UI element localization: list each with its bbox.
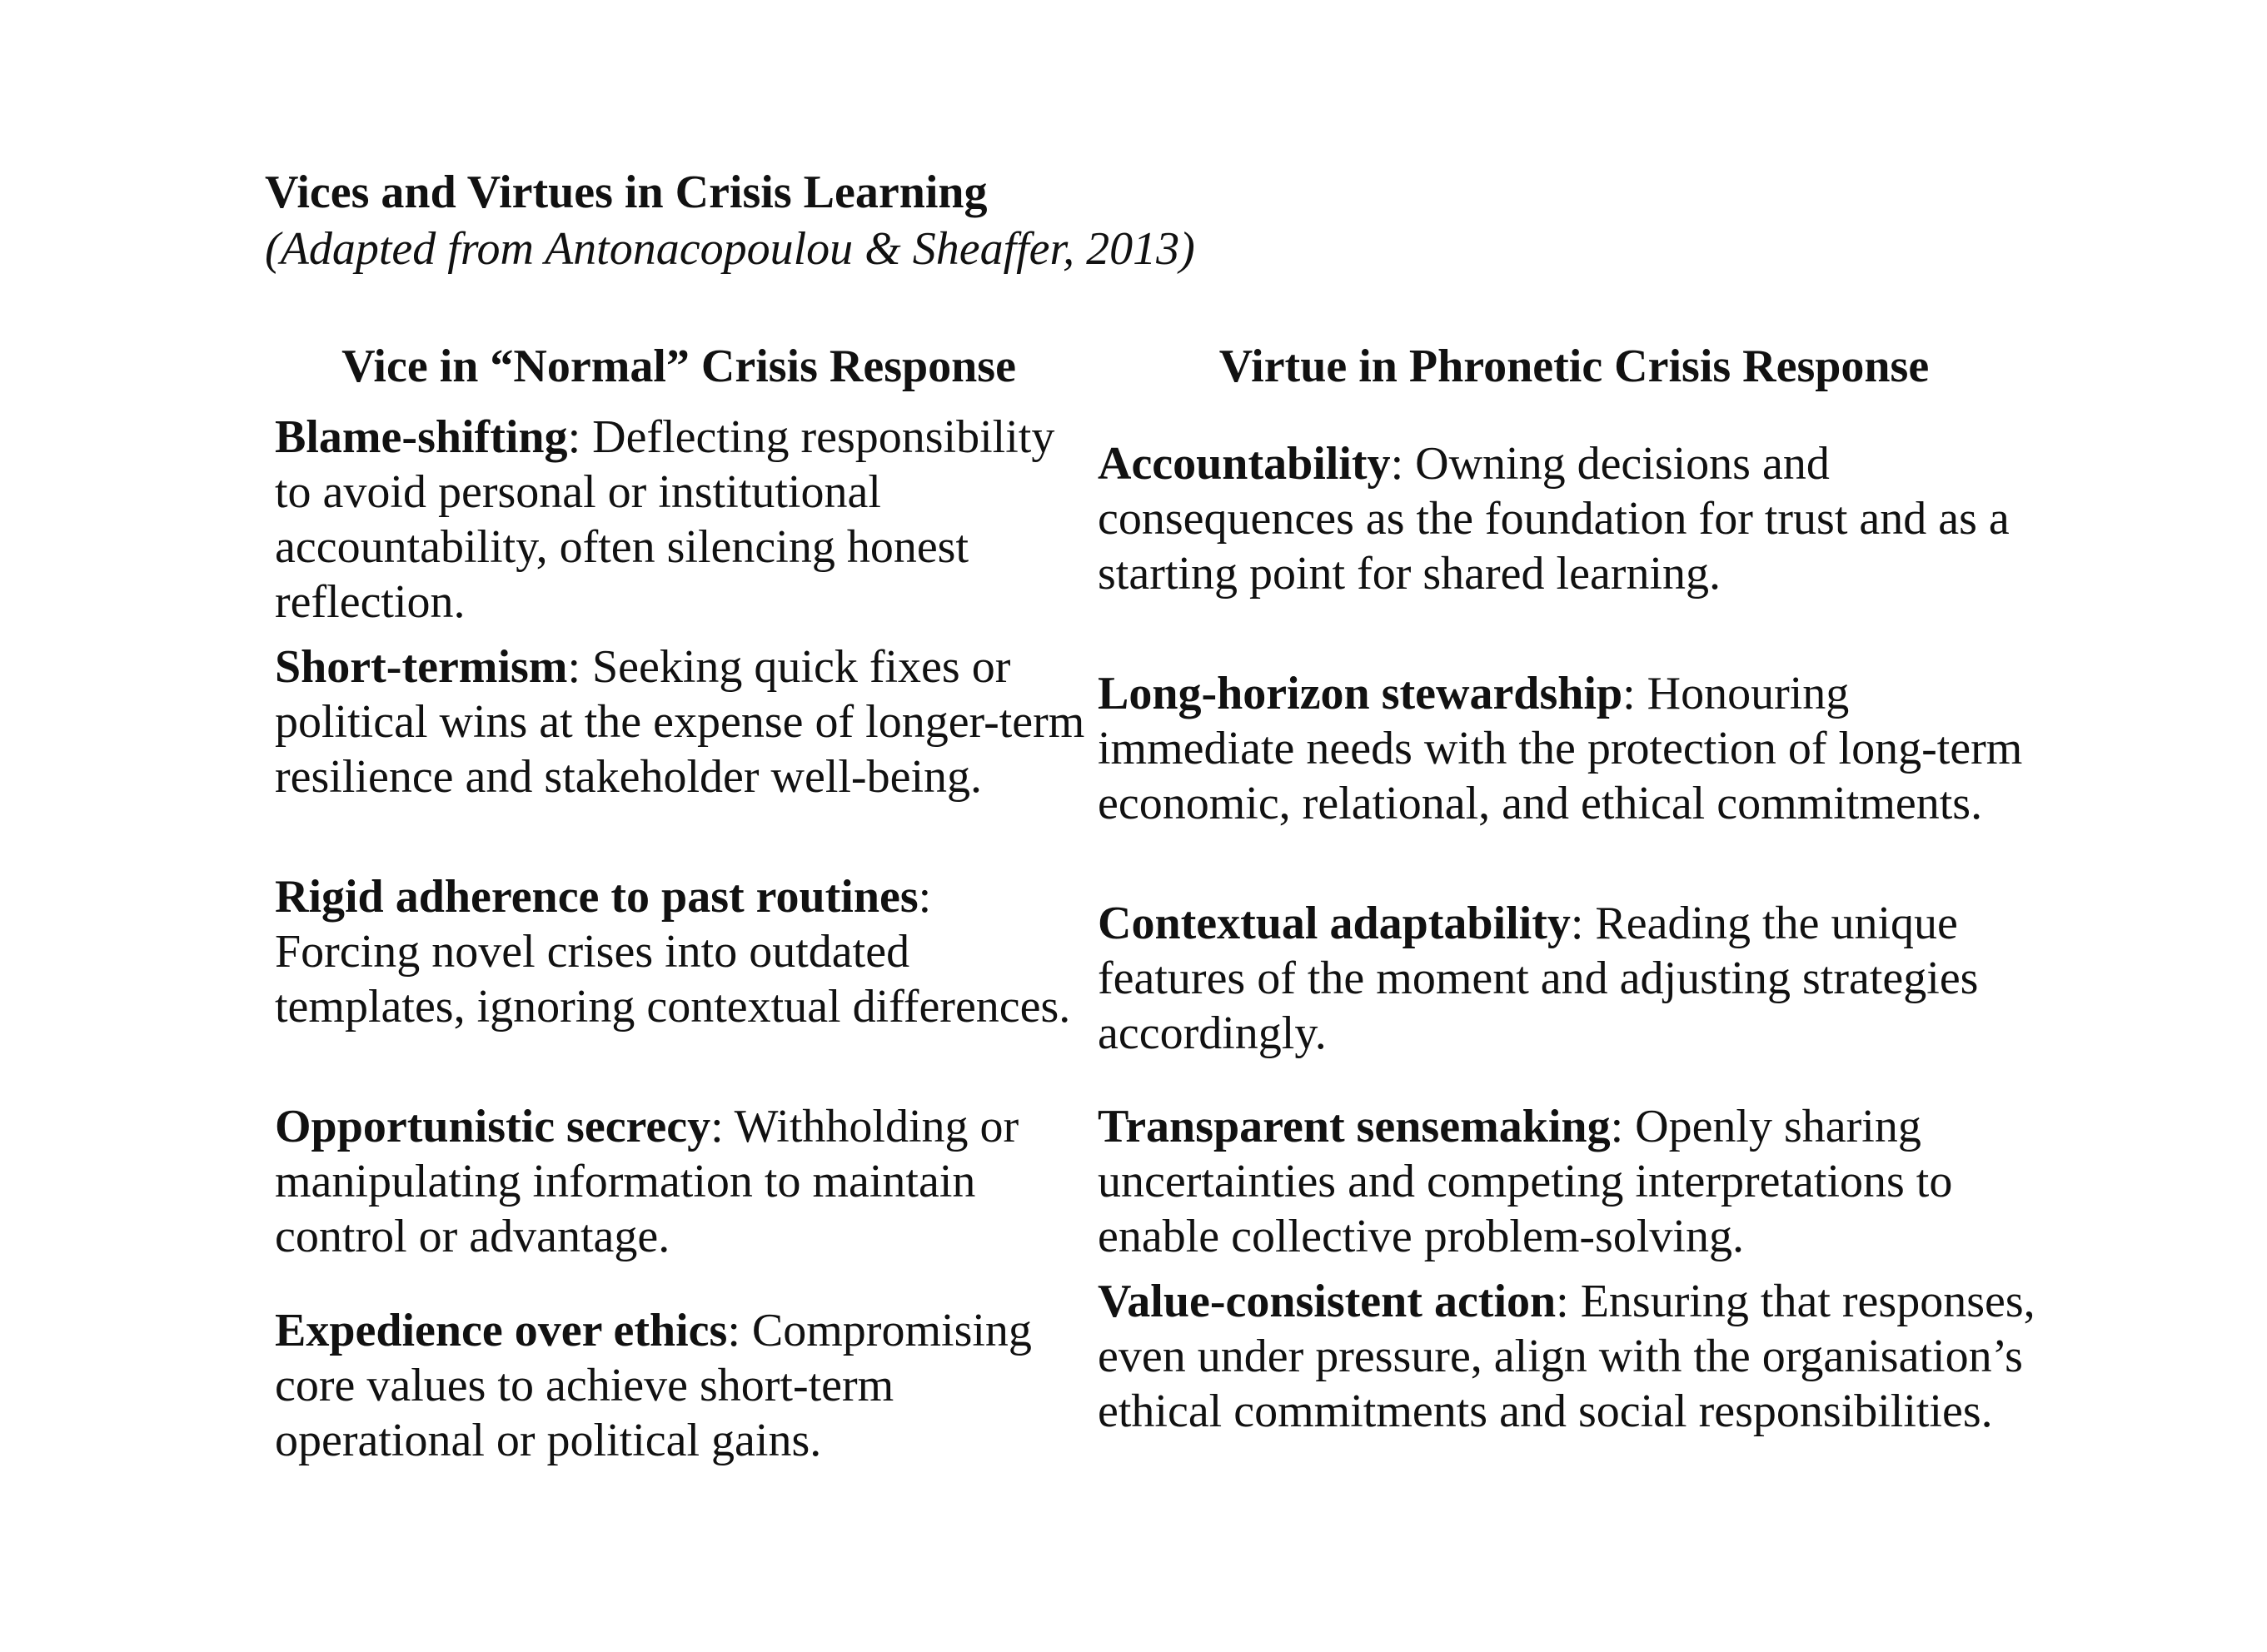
virtue-column-header: Virtue in Phronetic Crisis Response xyxy=(1218,341,1930,392)
vice-description: : Forcing novel crises into outdated templates, ignoring contextual differences. xyxy=(275,871,1071,1032)
vice-term: Opportunistic secrecy xyxy=(275,1101,711,1152)
virtue-entry-contextual-adaptability xyxy=(1098,896,2055,1061)
vice-term: Expedience over ethics xyxy=(275,1305,728,1356)
vice-term: Rigid adherence to past routines xyxy=(275,871,919,923)
vice-entry-expedience-over-ethics xyxy=(275,1303,1087,1468)
virtue-description: : Ensuring that responses, even under pressure, align with the organisation’s ethical commitments and social responsibilities. xyxy=(1098,1276,2035,1437)
vice-term: Blame-shifting xyxy=(275,411,568,463)
vice-entry-opportunistic-secrecy xyxy=(275,1099,1087,1264)
virtue-term: Accountability xyxy=(1098,438,1391,490)
vice-entry-blame-shifting xyxy=(275,410,1087,629)
virtue-entry-value-consistent-action xyxy=(1098,1274,2055,1439)
vice-description: : Seeking quick fixes or political wins at the expense of longer-term resilience and stakeholder well-being. xyxy=(275,641,1085,803)
virtue-term: Value-consistent action xyxy=(1098,1276,1557,1327)
vice-description: : Deflecting responsibility to avoid personal or institutional accountability, often silencing honest reflection. xyxy=(275,411,1055,628)
vice-description: : Withholding or manipulating information to maintain control or advantage. xyxy=(275,1101,1019,1262)
vice-entry-rigid-adherence xyxy=(275,869,1087,1034)
virtue-description: : Honouring immediate needs with the protection of long-term economic, relational, and ethical commitments. xyxy=(1098,668,2023,829)
virtue-description: : Openly sharing uncertainties and competing interpretations to enable collective problem-solving. xyxy=(1098,1101,1953,1262)
virtue-term: Transparent sensemaking xyxy=(1098,1101,1611,1152)
virtue-term: Contextual adaptability xyxy=(1098,898,1571,949)
vice-entry-short-termism xyxy=(275,639,1087,804)
virtue-entry-long-horizon-stewardship xyxy=(1098,666,2055,831)
virtue-term: Long-horizon stewardship xyxy=(1098,668,1623,719)
virtue-entry-transparent-sensemaking xyxy=(1098,1099,2055,1264)
vice-column-header: Vice in “Normal” Crisis Response xyxy=(341,341,1016,392)
virtue-description: : Owning decisions and consequences as the foundation for trust and as a starting point for shared learning. xyxy=(1098,438,2010,600)
virtue-description: : Reading the unique features of the moment and adjusting strategies accordingly. xyxy=(1098,898,1979,1059)
document-title: Vices and Virtues in Crisis Learning xyxy=(265,167,988,218)
document-subtitle: (Adapted from Antonacopoulou & Sheaffer, 2013) xyxy=(265,223,1195,275)
virtue-entry-accountability xyxy=(1098,436,2055,601)
vice-description: : Compromising core values to achieve short-term operational or political gains. xyxy=(275,1305,1032,1466)
vice-term: Short-termism xyxy=(275,641,568,693)
